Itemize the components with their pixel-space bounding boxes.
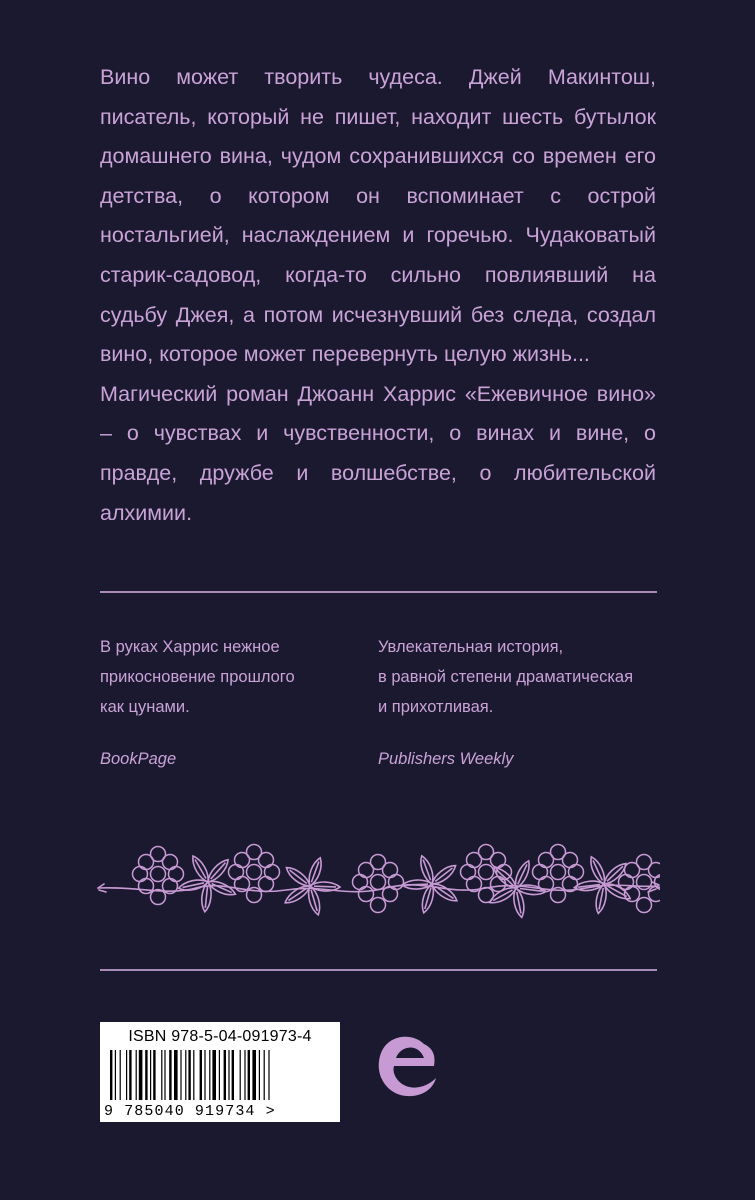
barcode-bars-icon (110, 1050, 332, 1102)
eksmo-logo-icon (372, 1030, 442, 1102)
description-paragraph-2: Магический роман Джоанн Харрис «Ежевичное вино» – о чувствах и чувственности, о винах и вине, о правде, дружбе и волшебстве, о любительской алхимии. (100, 381, 656, 525)
quote-1-line-3: как цунами. (100, 698, 190, 716)
quote-1-line-2: прикосновение прошлого (100, 668, 295, 686)
review-quote-2 (378, 632, 668, 774)
quote-2-source: Publishers Weekly (378, 750, 514, 768)
quote-1-line-1: В руках Харрис нежное (100, 638, 280, 656)
review-quote-1 (100, 632, 350, 774)
isbn-barcode (100, 1022, 340, 1122)
book-description (100, 58, 656, 533)
barcode-digits: 9 785040 919734 > (104, 1103, 276, 1120)
isbn-label: ISBN 978-5-04-091973-4 (128, 1028, 312, 1045)
divider-bottom (100, 969, 657, 971)
quote-2-line-2: в равной степени драматическая (378, 668, 634, 686)
quote-2-line-3: и прихотливая. (378, 698, 494, 716)
divider-top (100, 591, 657, 593)
quote-2-line-1: Увлекательная история, (378, 638, 564, 656)
blackberry-branch-icon (96, 826, 660, 936)
description-paragraph-1: Вино может творить чудеса. Джей Макинтош, писатель, который не пишет, находит шесть бутылок домашнего вина, чудом сохранившихся со времен его детства, о котором он вспоминает с острой ностальгией, наслаждением и горечью. Чудаковатый старик-садовод, когда-то сильно повлиявший на судьбу Джея, а потом исчезнувший без следа, создал вино, которое может перевернуть целую жизнь... (100, 65, 656, 367)
quote-1-source: BookPage (100, 750, 177, 768)
